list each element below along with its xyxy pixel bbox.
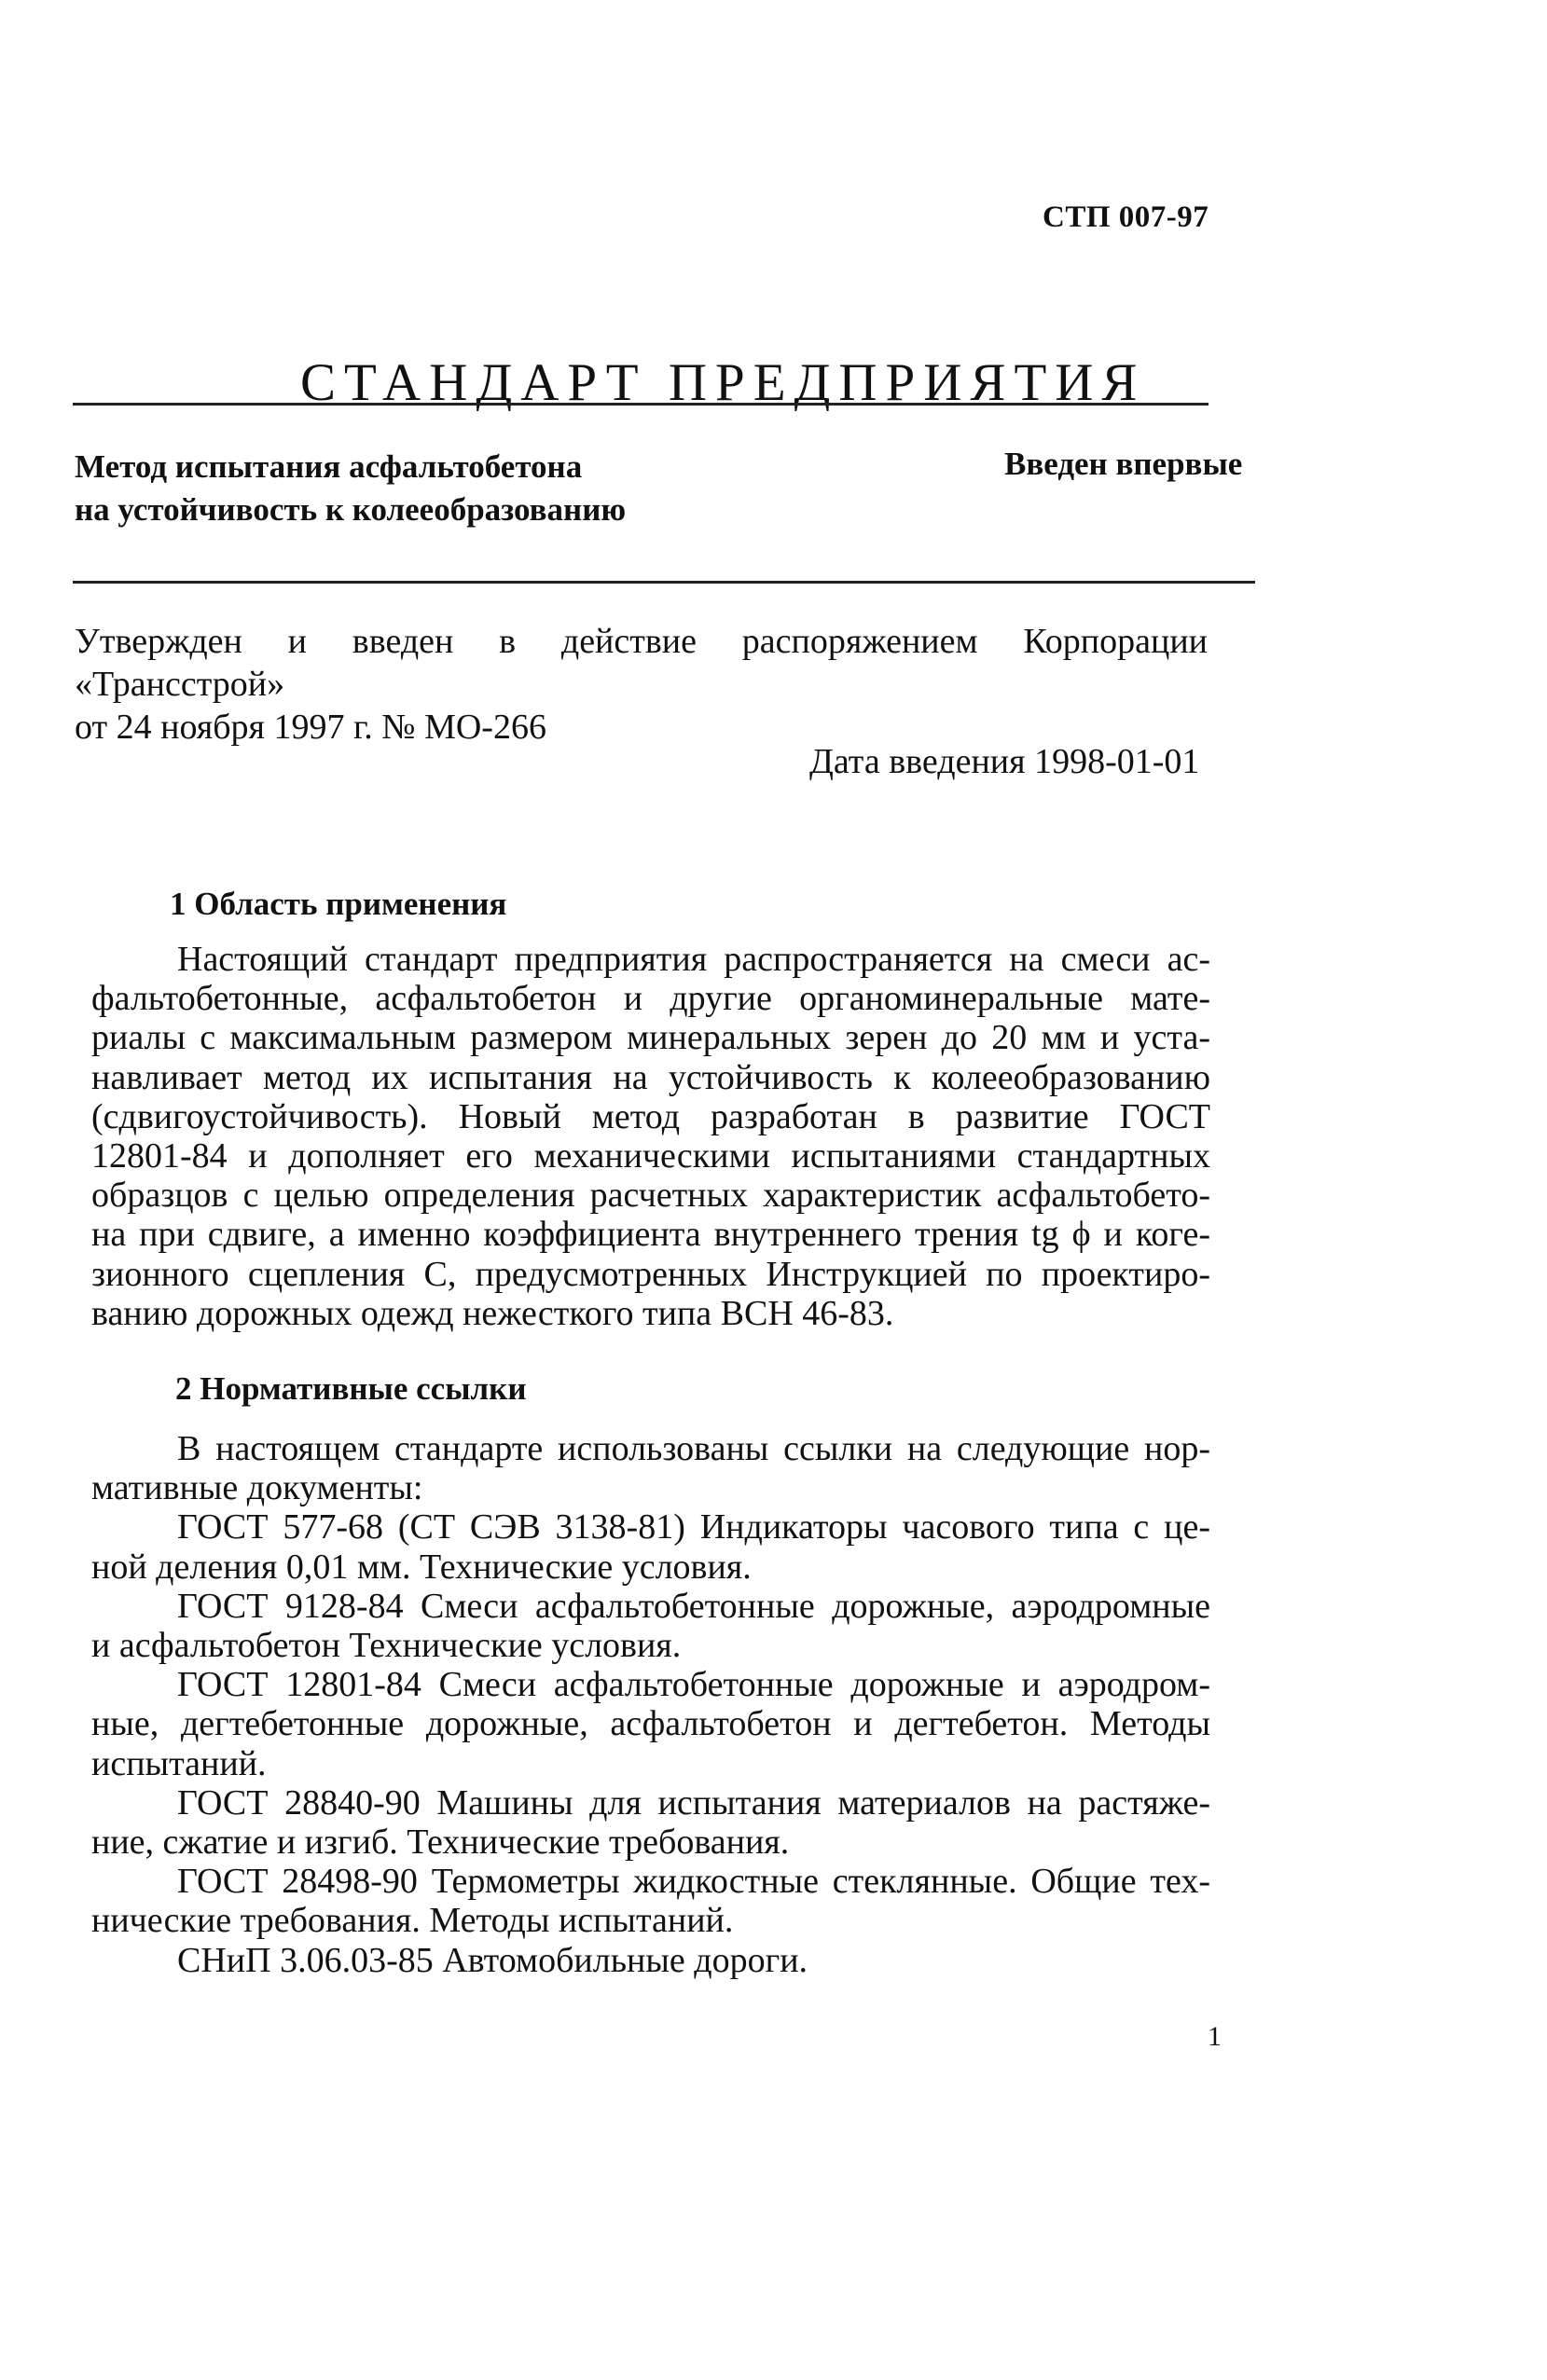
document-code: СТП 007-97 (1043, 200, 1209, 234)
section-2-line: ГОСТ 9128-84 Смеси асфальтобетонные дорожные, аэродромные (177, 1586, 1210, 1626)
approval-block (75, 620, 1208, 749)
section-2-line: ные, дегтебетонные дорожные, асфальтобетон и дегтебетон. Методы (91, 1704, 1210, 1744)
section-2-line: ГОСТ 28498-90 Термометры жидкостные стеклянные. Общие тех- (177, 1862, 1210, 1902)
section-2-line: ние, сжатие и изгиб. Технические требования. (91, 1823, 790, 1863)
section-2-line: и асфальтобетон Технические условия. (91, 1626, 682, 1666)
section-1-line: 12801-84 и дополняет его механическими испытаниями стандартных (91, 1136, 1210, 1176)
section-1-body (91, 940, 1210, 1333)
page-number: 1 (1208, 2021, 1222, 2052)
section-2-line: мативные документы: (91, 1468, 423, 1508)
section-1-heading: 1 Область применения (170, 886, 507, 922)
section-2-line: ГОСТ 577-68 (СТ СЭВ 3138-81) Индикаторы часового типа с це- (177, 1507, 1210, 1548)
section-2-line: испытаний. (91, 1743, 267, 1783)
page-title: СТАНДАРТ ПРЕДПРИЯТИЯ (300, 353, 1146, 412)
section-2-line: нические требования. Методы испытаний. (91, 1901, 734, 1941)
approval-line-3: от 24 ноября 1997 г. № МО-266 (75, 708, 546, 747)
section-2-line: СНиП 3.06.03-85 Автомобильные дороги. (177, 1940, 808, 1980)
section-1-line: на при сдвиге, а именно коэффициента внутреннего трения tg ϕ и коге- (91, 1215, 1210, 1255)
section-2-line: ной деления 0,01 мм. Технические условия. (91, 1547, 752, 1587)
approval-line-2: «Трансстрой» (75, 665, 285, 704)
introduction-date: Дата введения 1998-01-01 (809, 742, 1200, 781)
section-2-line: ГОСТ 12801-84 Смеси асфальтобетонные дорожные и аэродром- (177, 1665, 1210, 1705)
section-2-body (91, 1429, 1210, 1980)
section-1-line: (сдвигоустойчивость). Новый метод разработан в развитие ГОСТ (91, 1096, 1210, 1136)
approval-line-1: Утвержден и введен в действие распоряжением Корпорации (75, 622, 1208, 661)
section-1-line: навливает метод их испытания на устойчивость к колееобразованию (91, 1057, 1210, 1097)
introduced-note: Введен впервые (1004, 446, 1243, 482)
section-1-line: Настоящий стандарт предприятия распространяется на смеси ас- (177, 940, 1210, 979)
method-title-line-2: на устойчивость к колееобразованию (75, 491, 627, 528)
title-divider (73, 403, 1209, 406)
meta-divider (73, 581, 1255, 584)
method-title-line-1: Метод испытания асфальтобетона (75, 448, 583, 485)
method-title (75, 446, 626, 531)
section-2-line: В настоящем стандарте использованы ссылки на следующие нор- (177, 1429, 1210, 1468)
section-1-line: образцов с целью определения расчетных характеристик асфальтобето- (91, 1176, 1210, 1216)
section-2-heading: 2 Нормативные ссылки (175, 1370, 527, 1407)
section-1-line: риалы с максимальным размером минеральных зерен до 20 мм и уста- (91, 1018, 1210, 1058)
section-1-line: зионного сцепления C, предусмотренных Инструкцией по проектиро- (91, 1254, 1210, 1294)
section-2-line: ГОСТ 28840-90 Машины для испытания материалов на растяже- (177, 1782, 1210, 1823)
section-1-line: ванию дорожных одежд нежесткого типа ВСН 46-83. (91, 1293, 894, 1333)
section-1-line: фальтобетонные, асфальтобетон и другие органоминеральные мате- (91, 979, 1210, 1019)
